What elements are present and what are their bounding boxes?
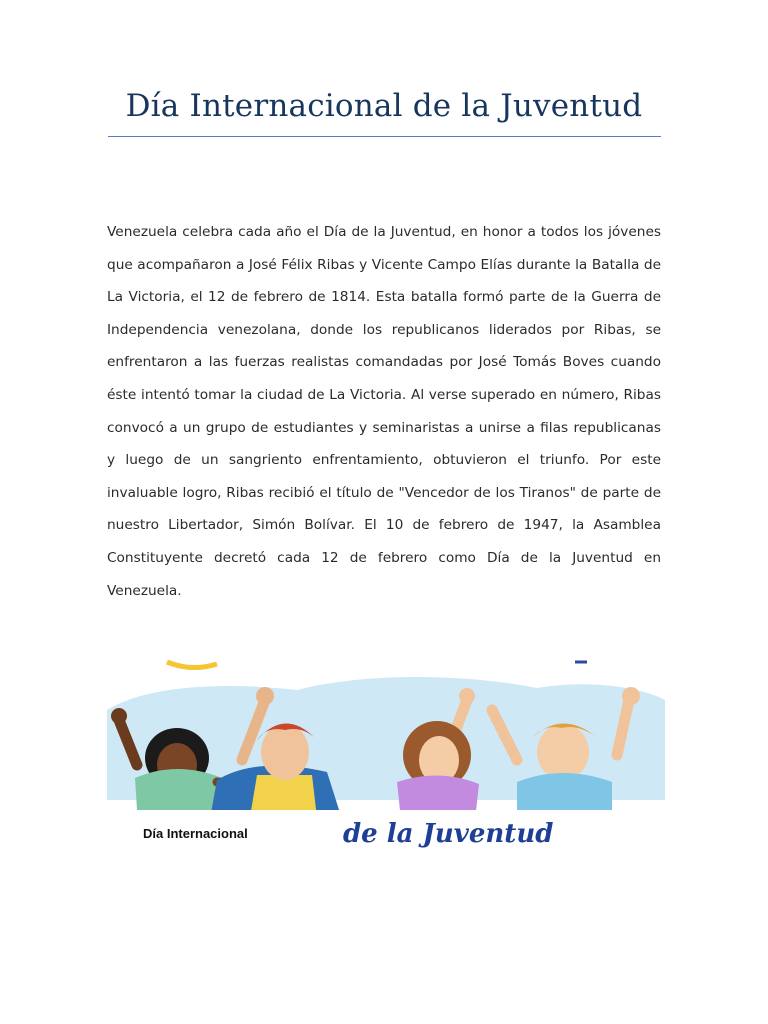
sun-arc (167, 662, 217, 668)
illustration-caption-left: Día Internacional (143, 826, 248, 841)
page-title: Día Internacional de la Juventud (125, 88, 643, 124)
body-paragraph: Venezuela celebra cada año el Día de la Juventud, en honor a todos los jóvenes que acompañaron a José Félix Ribas y Vicente Campo Elías durante la Batalla de La Victoria, el 12 de febrero de 1814. Esta batalla formó parte de la Guerra de Independencia venezolana, donde los republicanos liderados por Ribas, se enfrentaron a las fuerzas realistas comandadas por José Tomás Boves cuando éste intentó tomar la ciudad de La Victoria. Al verse superado en número, Ribas convocó a un grupo de estudiantes y seminaristas a unirse a filas republicanas y luego de un sangriento enfrentamiento, obtuvieron el triunfo. Por este invaluable logro, Ribas recibió el título de "Vencedor de los Tiranos" de parte de nuestro Libertador, Simón Bolívar. El 10 de febrero de 1947, la Asamblea Constituyente decretó cada 12 de febrero como Día de la Juventud en Venezuela. (107, 224, 661, 599)
youth-day-illustration (107, 660, 665, 852)
title-divider (108, 136, 661, 137)
illustration-caption-right: de la Juventud (343, 819, 554, 849)
